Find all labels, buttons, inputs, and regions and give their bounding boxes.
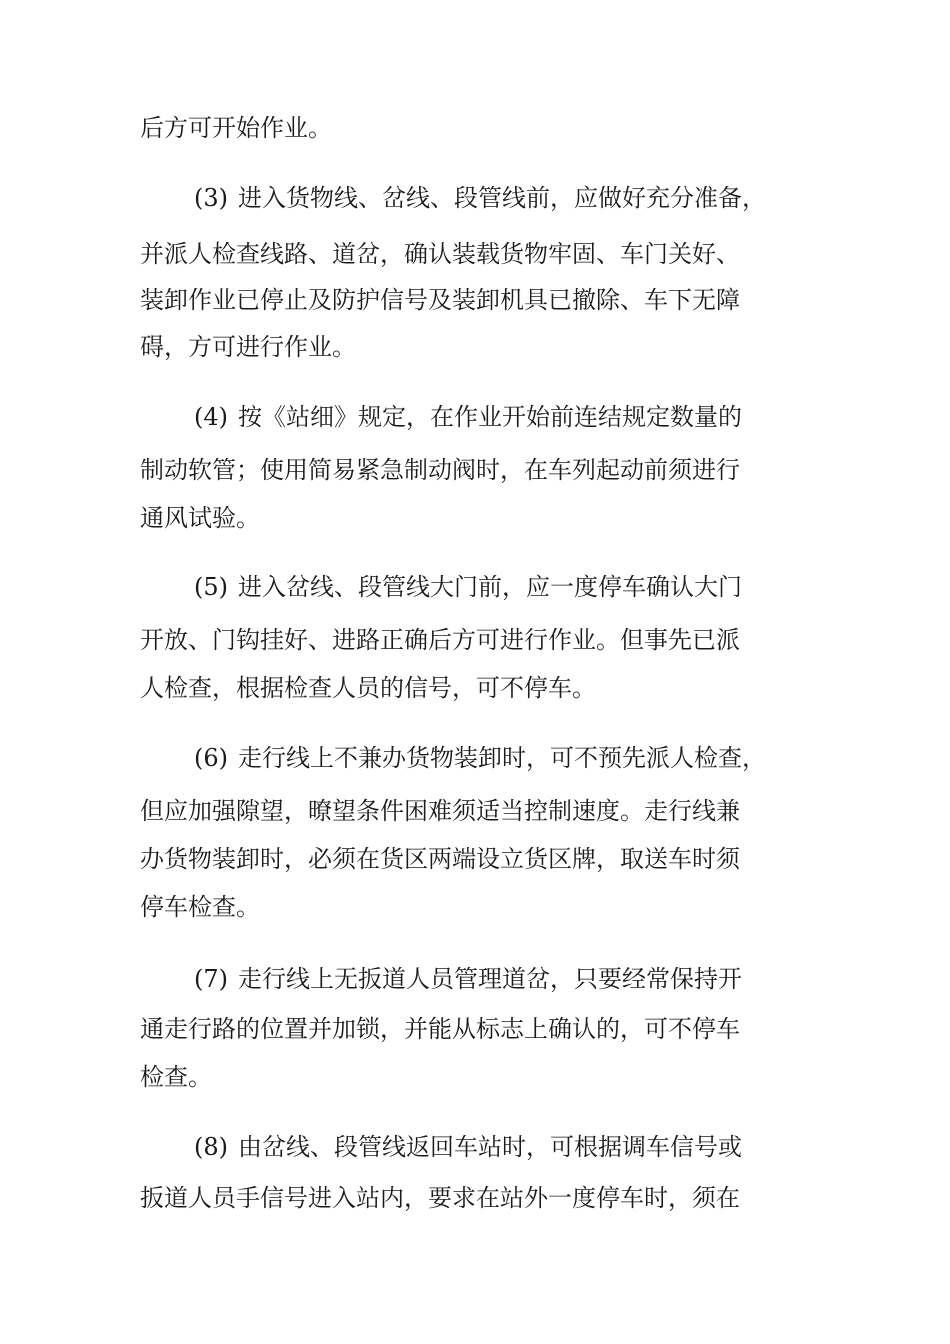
text-line: 通风试验。	[140, 504, 260, 532]
paragraph-number: (4)	[194, 403, 228, 431]
text-line: 停车检查。	[140, 893, 260, 921]
text-line: 装卸作业已停止及防护信号及装卸机具已撤除、车下无障	[140, 286, 740, 314]
paragraph-number: (8)	[194, 1133, 228, 1161]
paragraph-3-first-line	[194, 182, 766, 214]
text-line: 进入货物线、岔线、段管线前，应做好充分准备，	[238, 184, 766, 212]
paragraph-4-first-line	[194, 401, 742, 433]
paragraph-6-first-line	[194, 742, 766, 774]
text-line: 碍，方可进行作业。	[140, 333, 356, 361]
paragraph-7-first-line	[194, 963, 742, 995]
paragraph-number: (7)	[194, 965, 228, 993]
text-line: 制动软管；使用简易紧急制动阀时，在车列起动前须进行	[140, 456, 740, 484]
text-line: 扳道人员手信号进入站内，要求在站外一度停车时，须在	[140, 1184, 740, 1212]
text-line: 按《站细》规定，在作业开始前连结规定数量的	[238, 403, 742, 431]
paragraph-number: (6)	[194, 744, 228, 772]
text-line: 走行线上不兼办货物装卸时，可不预先派人检查，	[238, 744, 766, 772]
text-line: 开放、门钩挂好、进路正确后方可进行作业。但事先已派	[140, 626, 740, 654]
text-line: 人检查，根据检查人员的信号，可不停车。	[140, 674, 596, 702]
text-line: 进入岔线、段管线大门前，应一度停车确认大门	[238, 573, 742, 601]
text-line: 但应加强隙望，暸望条件困难须适当控制速度。走行线兼	[140, 797, 740, 825]
text-line: 检查。	[140, 1063, 212, 1091]
text-line: 办货物装卸时，必须在货区两端设立货区牌，取送车时须	[140, 845, 740, 873]
text-line: 由岔线、段管线返回车站时，可根据调车信号或	[238, 1133, 742, 1161]
text-line: 走行线上无扳道人员管理道岔，只要经常保持开	[238, 965, 742, 993]
paragraph-5-first-line	[194, 571, 742, 603]
text-line: 后方可开始作业。	[140, 114, 332, 142]
text-line: 通走行路的位置并加锁，并能从标志上确认的，可不停车	[140, 1015, 740, 1043]
paragraph-number: (3)	[194, 184, 228, 212]
paragraph-8-first-line	[194, 1131, 742, 1163]
paragraph-number: (5)	[194, 573, 228, 601]
text-line: 并派人检查线路、道岔，确认装载货物牢固、车门关好、	[140, 240, 740, 268]
